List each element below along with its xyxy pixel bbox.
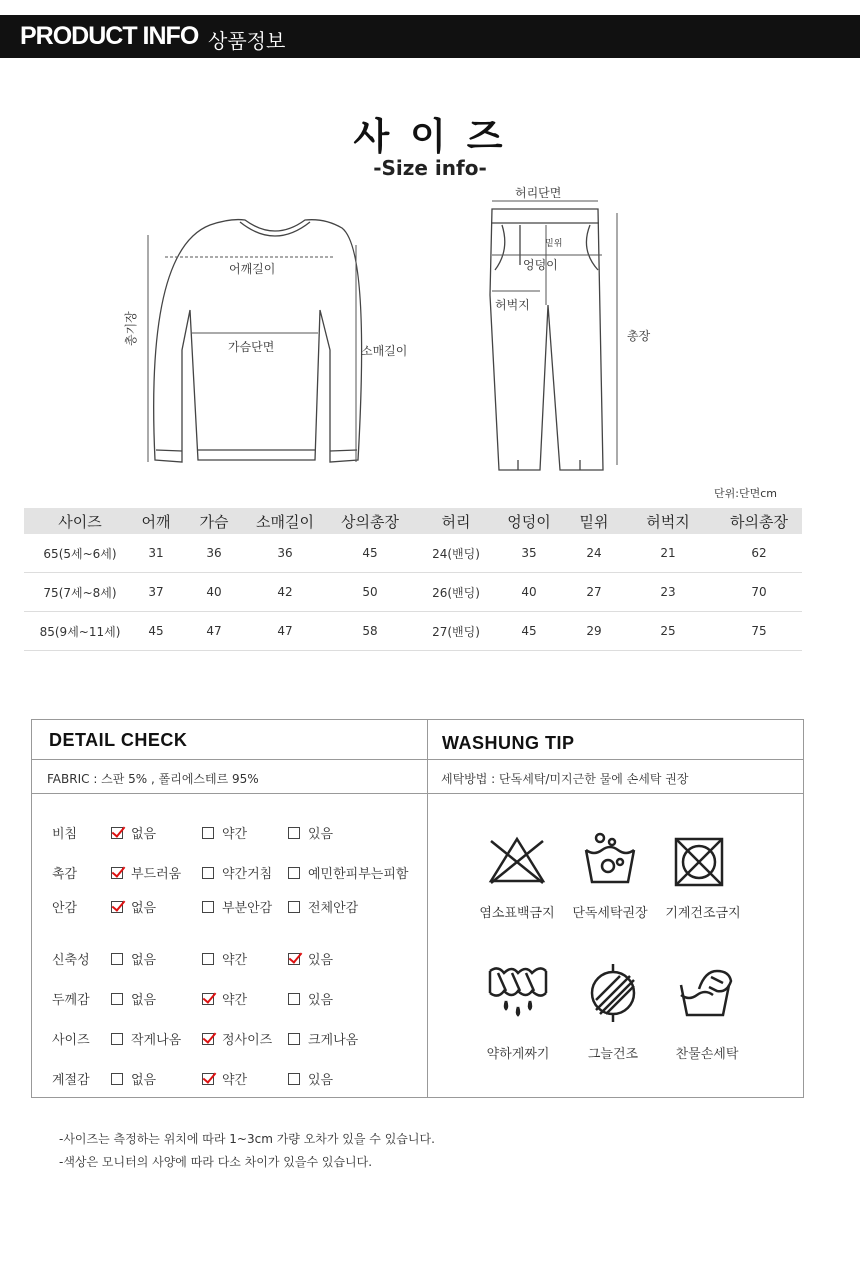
detail-option-label: 없음 xyxy=(131,953,157,968)
no-tumble-dry-label: 기계건조금지 xyxy=(665,906,741,921)
gentle-wring-icon xyxy=(484,963,550,1019)
empty-checkbox-icon xyxy=(288,827,300,839)
washing-tip-title: WASHUNG TIP xyxy=(442,733,575,753)
label-total-length: 총기장 xyxy=(124,311,138,346)
detail-option xyxy=(111,863,181,882)
header-cell: 밑위 xyxy=(568,508,620,534)
table-cell: 27 xyxy=(568,573,620,612)
table-cell: 85(9세~11세) xyxy=(24,612,136,651)
header-cell: 엉덩이 xyxy=(490,508,568,534)
header-title-en: PRODUCT INFO xyxy=(20,22,199,50)
detail-option xyxy=(111,897,156,916)
detail-option-label: 있음 xyxy=(308,993,334,1008)
washing-method: 세탁방법 : 단독세탁/미지근한 물에 손세탁 권장 xyxy=(441,772,689,786)
label-pants-length: 총장 xyxy=(627,329,651,343)
top-garment-diagram xyxy=(130,210,430,470)
table-cell: 27(밴딩) xyxy=(422,612,490,651)
table-cell: 35 xyxy=(490,534,568,573)
detail-option-label: 전체안감 xyxy=(308,901,359,916)
detail-option xyxy=(202,1029,272,1048)
wash-separately-label: 단독세탁권장 xyxy=(572,906,648,921)
no-bleach-label: 염소표백금지 xyxy=(479,906,555,921)
detail-option-label: 부드러움 xyxy=(131,867,182,882)
empty-checkbox-icon xyxy=(202,827,214,839)
cold-hand-wash-label: 찬물손세탁 xyxy=(675,1047,739,1062)
detail-option xyxy=(202,863,272,882)
label-sleeve: 소매길이 xyxy=(361,344,408,358)
wash-separately-icon xyxy=(582,832,638,888)
size-table-header xyxy=(24,508,802,534)
label-thigh: 허벅지 xyxy=(495,298,530,312)
header-cell: 허리 xyxy=(422,508,490,534)
divider-vertical xyxy=(427,720,428,1097)
detail-option-label: 있음 xyxy=(308,953,334,968)
checked-checkbox-icon xyxy=(111,827,123,839)
dry-in-shade-icon xyxy=(582,962,644,1024)
divider-title xyxy=(32,759,803,760)
table-cell: 23 xyxy=(620,573,716,612)
detail-option-label: 없음 xyxy=(131,993,157,1008)
detail-option-label: 부분안감 xyxy=(222,901,273,916)
detail-washing-box xyxy=(31,719,804,1098)
detail-option-label: 약간 xyxy=(222,1073,248,1088)
table-row xyxy=(24,573,802,612)
header-cell: 어깨 xyxy=(136,508,176,534)
detail-check-title: DETAIL CHECK xyxy=(49,730,188,750)
header-cell: 소매길이 xyxy=(252,508,318,534)
table-row xyxy=(24,534,802,573)
detail-option-label: 있음 xyxy=(308,1073,334,1088)
table-cell: 75(7세~8세) xyxy=(24,573,136,612)
empty-checkbox-icon xyxy=(202,953,214,965)
table-cell: 42 xyxy=(252,573,318,612)
checked-checkbox-icon xyxy=(111,901,123,913)
table-cell: 24 xyxy=(568,534,620,573)
header-cell: 허벅지 xyxy=(620,508,716,534)
size-table xyxy=(24,508,802,651)
empty-checkbox-icon xyxy=(288,1073,300,1085)
detail-option-label: 있음 xyxy=(308,827,334,842)
checked-checkbox-icon xyxy=(202,1033,214,1045)
empty-checkbox-icon xyxy=(288,901,300,913)
detail-option-label: 정사이즈 xyxy=(222,1033,273,1048)
detail-row-label: 신축성 xyxy=(52,953,90,968)
detail-option xyxy=(202,1069,247,1088)
empty-checkbox-icon xyxy=(202,901,214,913)
table-cell: 40 xyxy=(490,573,568,612)
detail-option-label: 예민한피부는피함 xyxy=(308,867,409,882)
table-cell: 26(밴딩) xyxy=(422,573,490,612)
label-shoulder: 어깨길이 xyxy=(229,262,276,276)
checked-checkbox-icon xyxy=(202,1073,214,1085)
header-bar xyxy=(0,15,860,58)
table-cell: 37 xyxy=(136,573,176,612)
empty-checkbox-icon xyxy=(202,867,214,879)
detail-option xyxy=(288,1069,333,1088)
detail-option xyxy=(111,823,156,842)
table-cell: 75 xyxy=(716,612,802,651)
detail-option-label: 없음 xyxy=(131,901,157,916)
table-cell: 40 xyxy=(176,573,252,612)
table-cell: 70 xyxy=(716,573,802,612)
divider-fabric xyxy=(32,793,803,794)
table-cell: 36 xyxy=(252,534,318,573)
table-row xyxy=(24,612,802,651)
size-title: 사 이 즈 xyxy=(353,115,507,158)
detail-option xyxy=(288,949,333,968)
note-color-difference: -색상은 모니터의 사양에 따라 다소 차이가 있을수 있습니다. xyxy=(59,1155,373,1169)
checked-checkbox-icon xyxy=(202,993,214,1005)
empty-checkbox-icon xyxy=(288,993,300,1005)
table-cell: 50 xyxy=(318,573,422,612)
table-cell: 24(밴딩) xyxy=(422,534,490,573)
detail-option xyxy=(288,897,358,916)
table-cell: 47 xyxy=(176,612,252,651)
header-cell: 하의총장 xyxy=(716,508,802,534)
table-cell: 29 xyxy=(568,612,620,651)
detail-option-label: 약간거침 xyxy=(222,867,273,882)
table-cell: 58 xyxy=(318,612,422,651)
empty-checkbox-icon xyxy=(111,993,123,1005)
empty-checkbox-icon xyxy=(111,1073,123,1085)
detail-row-label: 두께감 xyxy=(52,993,90,1008)
no-tumble-dry-icon xyxy=(672,835,726,889)
label-chest: 가슴단면 xyxy=(228,340,275,354)
detail-option-label: 크게나옴 xyxy=(308,1033,359,1048)
fabric-info: FABRIC : 스판 5% , 폴리에스테르 95% xyxy=(47,772,259,786)
empty-checkbox-icon xyxy=(111,953,123,965)
no-bleach-icon xyxy=(487,835,547,887)
detail-option xyxy=(111,989,156,1008)
table-cell: 62 xyxy=(716,534,802,573)
table-cell: 45 xyxy=(490,612,568,651)
header-cell: 가슴 xyxy=(176,508,252,534)
table-cell: 45 xyxy=(136,612,176,651)
detail-option xyxy=(202,949,247,968)
header-cell: 사이즈 xyxy=(24,508,136,534)
detail-option xyxy=(288,863,408,882)
detail-option xyxy=(288,989,333,1008)
detail-option xyxy=(202,897,272,916)
checked-checkbox-icon xyxy=(288,953,300,965)
label-rise: 밑위 xyxy=(545,239,563,249)
table-cell: 45 xyxy=(318,534,422,573)
detail-option-label: 없음 xyxy=(131,1073,157,1088)
detail-option xyxy=(202,989,247,1008)
header-title-ko: 상품정보 xyxy=(208,29,286,53)
note-size-tolerance: -사이즈는 측정하는 위치에 따라 1~3cm 가량 오차가 있을 수 있습니다. xyxy=(59,1132,435,1146)
detail-row-label: 계절감 xyxy=(52,1073,90,1088)
table-cell: 21 xyxy=(620,534,716,573)
table-cell: 31 xyxy=(136,534,176,573)
detail-option-label: 약간 xyxy=(222,953,248,968)
detail-option-label: 작게나옴 xyxy=(131,1033,182,1048)
label-waist: 허리단면 xyxy=(515,186,562,200)
checked-checkbox-icon xyxy=(111,867,123,879)
detail-option xyxy=(202,823,247,842)
detail-option xyxy=(111,949,156,968)
empty-checkbox-icon xyxy=(111,1033,123,1045)
dry-in-shade-label: 그늘건조 xyxy=(587,1047,639,1062)
empty-checkbox-icon xyxy=(288,867,300,879)
header-cell: 상의총장 xyxy=(318,508,422,534)
table-cell: 65(5세~6세) xyxy=(24,534,136,573)
detail-row-label: 사이즈 xyxy=(52,1033,90,1048)
detail-option xyxy=(111,1029,181,1048)
detail-option xyxy=(288,1029,358,1048)
empty-checkbox-icon xyxy=(288,1033,300,1045)
size-subtitle: -Size info- xyxy=(373,156,487,180)
unit-label: 단위:단면cm xyxy=(714,487,777,500)
table-cell: 47 xyxy=(252,612,318,651)
table-cell: 36 xyxy=(176,534,252,573)
detail-option xyxy=(111,1069,156,1088)
cold-hand-wash-icon xyxy=(677,965,737,1021)
gentle-wring-label: 약하게짜기 xyxy=(486,1047,550,1062)
detail-row-label: 안감 xyxy=(52,901,78,916)
detail-option-label: 약간 xyxy=(222,827,248,842)
detail-option-label: 약간 xyxy=(222,993,248,1008)
detail-row-label: 촉감 xyxy=(52,867,78,882)
detail-option xyxy=(288,823,333,842)
detail-row-label: 비침 xyxy=(52,827,78,842)
table-cell: 25 xyxy=(620,612,716,651)
detail-option-label: 없음 xyxy=(131,827,157,842)
label-hip: 엉덩이 xyxy=(523,258,558,272)
